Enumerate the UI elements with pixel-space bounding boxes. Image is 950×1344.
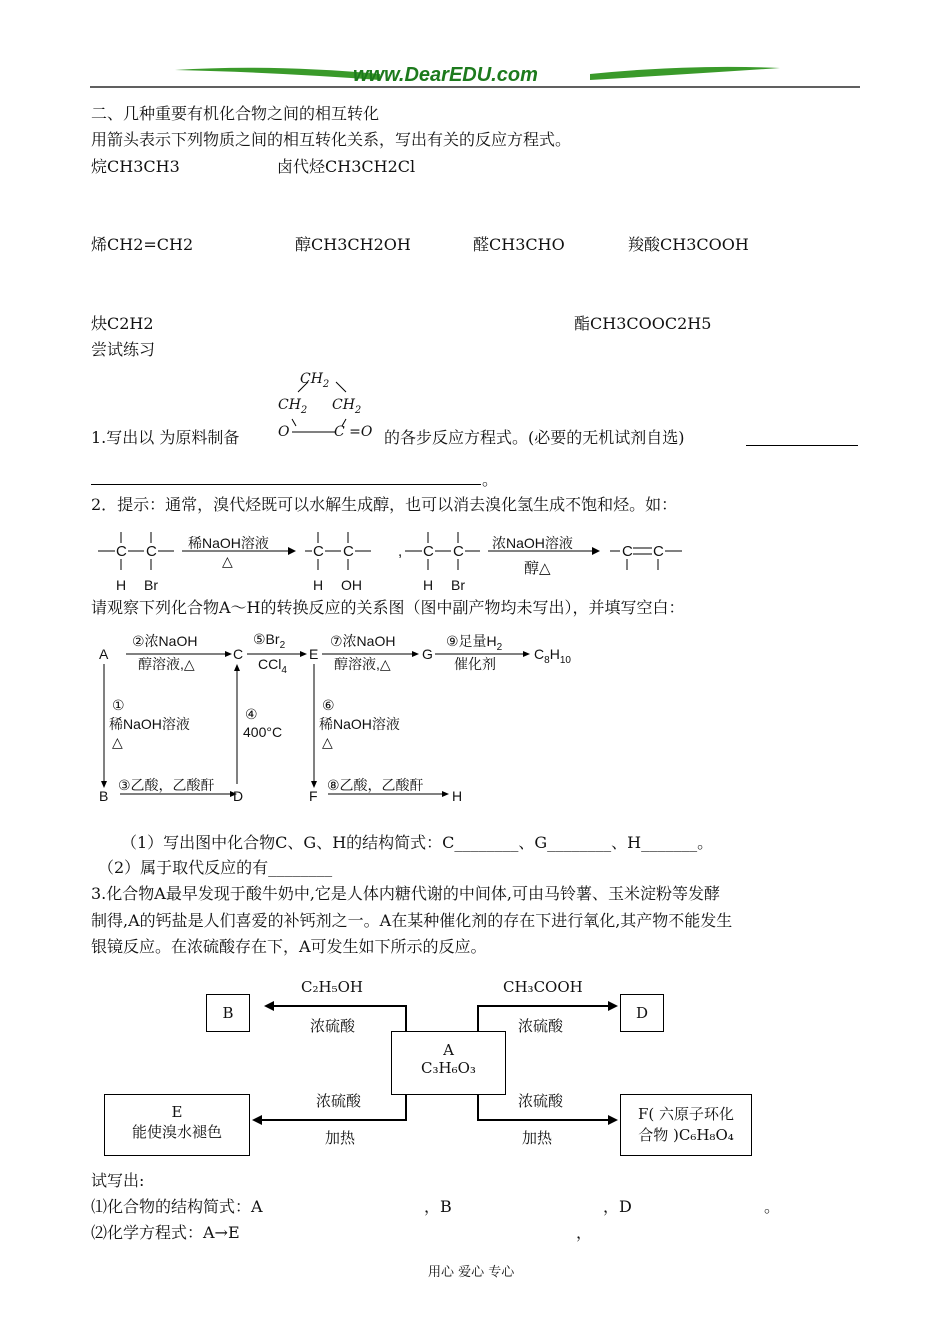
node-g: G: [422, 646, 433, 662]
q3-line2: 制得,A的钙盐是人们喜爱的补钙剂之一。A在某种催化剂的存在下进行氧化,其产物不能发生: [91, 911, 733, 930]
step6-cond: 稀NaOH溶液: [319, 716, 400, 732]
box-a-formula: C₃H₆O₃: [421, 1059, 476, 1077]
q3-part1-d: ，D: [603, 1197, 632, 1216]
step8: ⑧乙酸，乙酸酐: [327, 777, 424, 793]
node-a: A: [99, 646, 109, 662]
step6-heat: △: [322, 734, 333, 750]
ex2-oh: OH: [341, 577, 362, 593]
step1-num: ①: [112, 697, 125, 713]
box-a-name: A: [443, 1041, 454, 1059]
ex3-c1: C: [423, 543, 434, 560]
box-d: D: [620, 994, 664, 1032]
ex4-c1: C: [622, 543, 633, 560]
step7-bot: 醇溶液,△: [334, 656, 391, 672]
q2-sub1: （1）写出图中化合物C、G、H的结构简式：C________、G________、H_______。: [121, 833, 714, 852]
section-title: 二、几种重要有机化合物之间的相互转化: [91, 104, 380, 123]
q3-part2-end: ，: [576, 1223, 593, 1242]
label-acetic-acid: CH₃COOH: [503, 978, 583, 996]
ex1-heat: △: [222, 553, 233, 569]
label-ethanol: C₂H₅OH: [301, 978, 363, 996]
ring-oxygen: O: [278, 424, 290, 440]
q3-part1-b: ，B: [424, 1197, 452, 1216]
ex-comma: ,: [398, 543, 403, 560]
node-d: D: [233, 788, 244, 804]
ex3-c2: C: [453, 543, 464, 560]
box-a: [391, 1031, 506, 1095]
box-f-line2: 合物 )C₆H₈O₄: [638, 1126, 734, 1144]
step4-cond: 400°C: [243, 724, 283, 740]
q2-prompt: 请观察下列化合物A～H的转换反应的关系图（图中副产物均未写出），并填写空白：: [91, 598, 685, 617]
step5-top: $⑤Br_2$: [253, 631, 286, 651]
box-f: [620, 1094, 752, 1156]
compound-alcohol: 醇CH3CH2OH: [295, 235, 411, 254]
step1-cond: 稀NaOH溶液: [109, 716, 190, 732]
ex1-h: H: [116, 577, 127, 593]
q3-line1: 3.化合物A最早发现于酸牛奶中,它是人体内糖代谢的中间体,可由马铃薯、玉米淀粉等发酵: [91, 884, 720, 903]
label-h2so4-tl: 浓硫酸: [310, 1017, 356, 1035]
q3-part1: ⑴化合物的结构简式：A: [91, 1197, 263, 1216]
compound-aldehyde: 醛CH3CHO: [473, 235, 565, 254]
q3-try-write: 试写出:: [91, 1171, 145, 1190]
ex2-alcohol-heat: 醇△: [524, 560, 551, 577]
step6-num: ⑥: [322, 697, 335, 713]
q1-prefix: 1.写出以 为原料制备: [91, 428, 240, 447]
node-e: E: [309, 646, 319, 662]
ex4-c2: C: [653, 543, 664, 560]
site-logo-text: www.DearEDU.com: [353, 64, 538, 86]
q1-answer-blank-2[interactable]: [91, 484, 481, 485]
node-f: F: [309, 788, 318, 804]
ring-ch2-top: $CH_2$: [300, 371, 330, 390]
step4-num: ④: [245, 706, 258, 722]
box-e: [104, 1094, 250, 1156]
label-h2so4-tr: 浓硫酸: [518, 1017, 564, 1035]
node-c: C: [233, 646, 244, 662]
box-e-desc: 能使溴水褪色: [131, 1123, 222, 1141]
step2-bot: 醇溶液,△: [138, 656, 195, 672]
ex3-br: Br: [451, 577, 465, 593]
ex2-c1: C: [313, 543, 324, 560]
compound-ester: 酯CH3COOC2H5: [574, 314, 712, 333]
node-h: H: [452, 788, 463, 804]
ex2-c2: C: [343, 543, 354, 560]
compound-haloalkane: 卤代烃CH3CH2Cl: [277, 157, 416, 176]
q3-line3: 银镜反应。在浓硫酸存在下，A可发生如下所示的反应。: [91, 937, 487, 956]
ex1-br: Br: [144, 577, 158, 593]
ring-carbonyl: C =O: [334, 424, 373, 440]
ex1-c1: C: [116, 543, 127, 560]
q1-answer-blank-1[interactable]: [746, 445, 858, 446]
ex2-cond: 浓NaOH溶液: [492, 535, 573, 551]
ex2-h: H: [313, 577, 324, 593]
box-f-line1: F( 六原子环化: [637, 1105, 735, 1123]
node-product: $C_8H_{10}$: [534, 646, 571, 666]
step1-heat: △: [112, 734, 123, 750]
label-h2so4-bl: 浓硫酸: [316, 1092, 362, 1110]
ex3-h: H: [423, 577, 434, 593]
compound-acid: 羧酸CH3COOH: [628, 235, 749, 254]
node-b: B: [99, 788, 109, 804]
box-b: B: [206, 994, 250, 1032]
ex1-c2: C: [146, 543, 157, 560]
ring-ch2-right: $CH_2$: [332, 397, 362, 416]
step5-bot: CCl$_4$: [258, 656, 287, 676]
instruction: 用箭头表示下列物质之间的相互转化关系，写出有关的反应方程式。: [91, 130, 572, 149]
step7-top: ⑦浓NaOH: [330, 633, 396, 649]
label-h2so4-br: 浓硫酸: [518, 1092, 564, 1110]
label-heat-br: 加热: [522, 1129, 553, 1147]
step3: ③乙酸，乙酸酐: [118, 777, 215, 793]
q2-sub2: （2）属于取代反应的有________: [98, 858, 333, 877]
step9-top: ⑨足量$H_2$: [446, 633, 503, 653]
ring-ch2-left: $CH_2$: [278, 397, 308, 416]
compound-alkane: 烷CH3CH3: [91, 157, 180, 176]
step2-top: ②浓NaOH: [132, 633, 198, 649]
q3-part2: ⑵化学方程式：A→E: [91, 1223, 240, 1242]
compound-alkyne: 炔C2H2: [91, 314, 154, 333]
ex1-cond: 稀NaOH溶液: [188, 535, 269, 551]
page-footer: 用心 爱心 专心: [428, 1265, 515, 1280]
label-heat-bl: 加热: [325, 1129, 356, 1147]
practice-title: 尝试练习: [91, 340, 156, 359]
compound-alkene: 烯CH2=CH2: [91, 235, 194, 254]
q1-suffix: 的各步反应方程式。(必要的无机试剂自选): [384, 428, 685, 447]
q2-hint: 2．提示：通常，溴代烃既可以水解生成醇，也可以消去溴化氢生成不饱和烃。如：: [91, 495, 678, 514]
box-e-name: E: [171, 1103, 183, 1121]
q3-part1-end: 。: [764, 1197, 781, 1216]
step9-bot: 催化剂: [454, 656, 496, 672]
q1-end: 。: [482, 470, 499, 489]
